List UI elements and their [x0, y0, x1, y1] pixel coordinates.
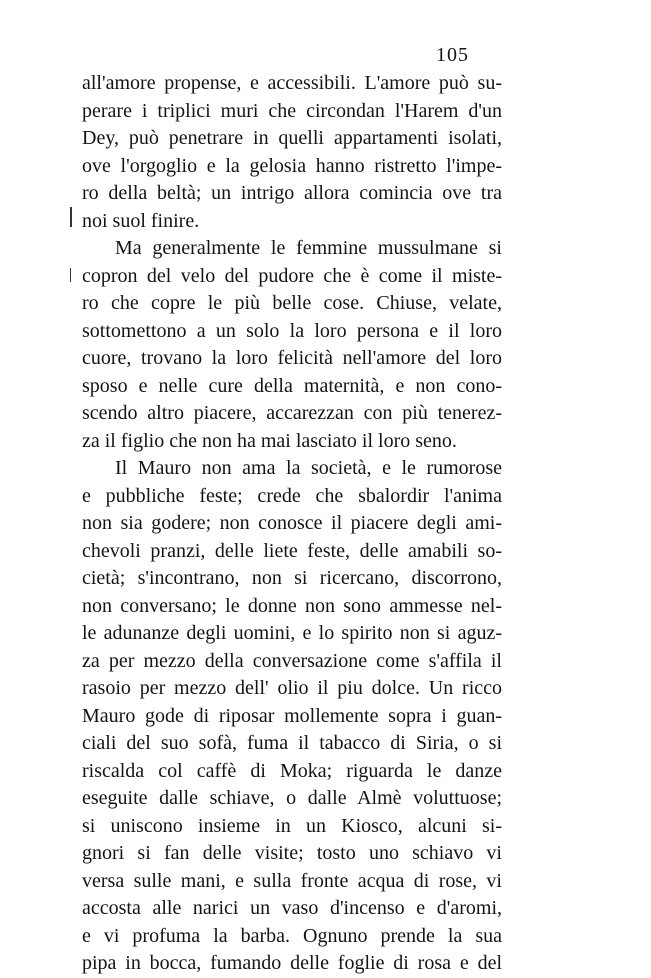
- margin-mark: [70, 268, 71, 282]
- text-line: le adunanze degli uomini, e lo spirito non si aguz-: [82, 622, 502, 644]
- page-number: 105: [436, 44, 469, 66]
- text-line: si uniscono insieme in un Kiosco, alcuni si-: [82, 814, 502, 837]
- text-line: cietà; s'incontrano, non si ricercano, discorrono,: [82, 567, 502, 589]
- text-line: ciali del suo sofà, fuma il tabacco di Siria, o si: [82, 732, 502, 754]
- text-line: cuore, trovano la loro felicità nell'amore del loro: [82, 347, 502, 369]
- text-line: accosta alle narici un vaso d'incenso e d'aromi,: [82, 897, 502, 919]
- text-line: noi suol finire.: [82, 209, 200, 232]
- text-line: pipa in bocca, fumando delle foglie di rosa e del: [82, 952, 502, 974]
- text-line: ro che copre le più belle cose. Chiuse, velate,: [82, 292, 502, 314]
- text-line: za il figlio che non ha mai lasciato il loro seno.: [82, 429, 457, 452]
- text-line: versa sulle mani, e sulla fronte acqua di rose, vi: [82, 869, 502, 892]
- text-line: Ma generalmente le femmine mussulmane si: [115, 237, 502, 259]
- text-line: perare i triplici muri che circondan l'Harem d'un: [82, 99, 502, 122]
- text-line: ro della beltà; un intrigo allora comincia ove tra: [82, 182, 502, 204]
- text-line: all'amore propense, e accessibili. L'amore può su-: [82, 72, 502, 94]
- text-line: e pubbliche feste; crede che sbalordir l'anima: [82, 484, 502, 507]
- body-text: [82, 70, 502, 978]
- text-line: ove l'orgoglio e la gelosia hanno ristretto l'impe-: [82, 154, 502, 177]
- text-line: sottomettono a un solo la loro persona e il loro: [82, 319, 502, 342]
- text-line: chevoli pranzi, delle liete feste, delle amabili so-: [82, 539, 502, 562]
- text-line: Il Mauro non ama la società, e le rumorose: [115, 457, 502, 479]
- margin-mark: [70, 207, 72, 227]
- text-line: copron del velo del pudore che è come il miste-: [82, 264, 502, 287]
- text-line: sposo e nelle cure della maternità, e non cono-: [82, 374, 502, 397]
- text-line: Dey, può penetrare in quelli appartamenti isolati,: [82, 127, 502, 149]
- text-line: za per mezzo della conversazione come s'affila il: [82, 649, 502, 672]
- text-line: gnori si fan delle visite; tosto uno schiavo vi: [82, 842, 502, 864]
- text-line: riscalda col caffè di Moka; riguarda le danze: [82, 759, 502, 782]
- text-line: eseguite dalle schiave, o dalle Almè voluttuose;: [82, 787, 502, 809]
- text-line: rasoio per mezzo dell' olio il piu dolce. Un ricco: [82, 677, 502, 699]
- text-line: non sia godere; non conosce il piacere degli ami-: [82, 512, 502, 534]
- text-line: Mauro gode di riposar mollemente sopra i guan-: [82, 704, 502, 727]
- text-line: scendo altro piacere, accarezzan con più tenerez-: [82, 402, 502, 424]
- text-line: non conversano; le donne non sono ammesse nel-: [82, 594, 502, 617]
- text-line: e vi profuma la barba. Ognuno prende la sua: [82, 924, 502, 947]
